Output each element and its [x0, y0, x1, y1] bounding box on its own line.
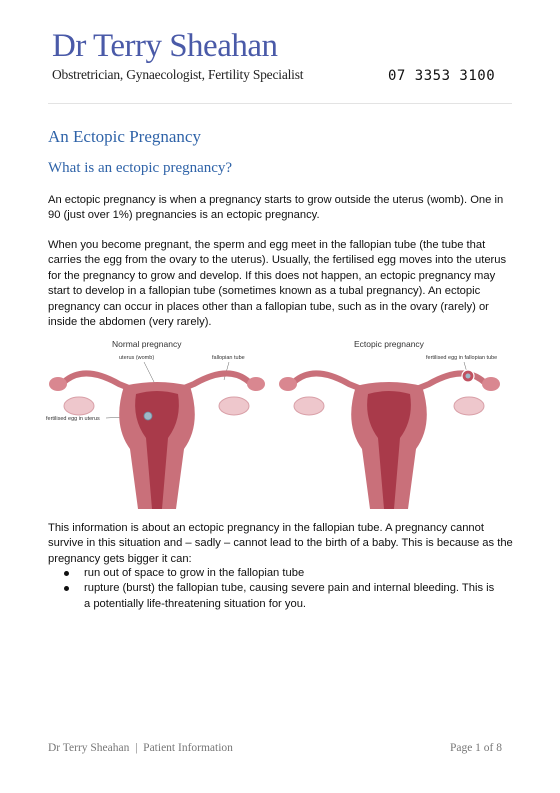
list-item-text: rupture (burst) the fallopian tube, causing severe pain and internal bleeding. This is a potentially life-threatening situation for you. — [84, 582, 495, 610]
label-fertilised-egg-tube: fertilised egg in fallopian tube — [426, 355, 498, 361]
fimbriae-left — [279, 377, 297, 391]
ovary-left — [294, 397, 324, 415]
ovary-left — [64, 397, 94, 415]
doctor-specialty: Obstretrician, Gynaecologist, Fertility Specialist — [52, 67, 304, 82]
label-fertilised-egg-uterus: fertilised egg in uterus — [46, 416, 100, 422]
uterus-diagram — [44, 334, 519, 509]
ovary-right — [219, 397, 249, 415]
page-number: Page 1 of 8 — [449, 742, 502, 754]
ectopic-pregnancy-title: Ectopic pregnancy — [354, 339, 424, 349]
label-fallopian-tube: fallopian tube — [212, 355, 245, 361]
label-uterus: uterus (womb) — [119, 355, 155, 361]
paragraph-explanation: When you become pregnant, the sperm and egg meet in the fallopian tube (the tube that carries the egg from the ovary to the uterus). Usually, the fertilised egg moves into the uterus for the pregnancy to grow and develop. If this does not happen, an ectopic pregnancy may start to develop in a fallopian tube (sometimes known as a tubal pregnancy). An ectopic pregnancy can occur in places other than a fallopian tube, such as in the ovary (rarely) or inside the abdomen (very rarely). — [48, 239, 507, 329]
bullet-icon — [64, 586, 69, 591]
normal-pregnancy-title: Normal pregnancy — [112, 339, 182, 349]
fimbriae-right — [247, 377, 265, 391]
list-item — [62, 581, 502, 612]
embryo-mark — [466, 374, 471, 379]
fimbriae-left — [49, 377, 67, 391]
normal-pregnancy-illustration — [46, 339, 265, 509]
paragraph-definition: An ectopic pregnancy is when a pregnancy starts to grow outside the uterus (womb). One in 90 (just over 1%) pregnancies is an ectopic pregnancy. — [48, 194, 504, 222]
fimbriae-right — [482, 377, 500, 391]
section-heading: What is an ectopic pregnancy? — [48, 160, 233, 176]
letterhead — [52, 30, 303, 83]
ectopic-pregnancy-illustration — [279, 339, 500, 509]
consequences-list — [62, 566, 502, 612]
bullet-icon — [64, 571, 69, 576]
header-divider — [48, 103, 512, 104]
page-title: An Ectopic Pregnancy — [48, 127, 201, 146]
fertilised-egg-uterus — [144, 412, 152, 420]
doctor-name: Dr Terry Sheahan — [52, 28, 278, 64]
phone-number: 07 3353 3100 — [388, 68, 496, 84]
list-item — [62, 566, 502, 581]
paragraph-consequences: This information is about an ectopic pregnancy in the fallopian tube. A pregnancy cannot survive in this situation and – sadly – cannot lead to the birth of a baby. This is because as the pregnancy gets bigger it can: — [48, 522, 513, 565]
footer-left: Dr Terry Sheahan | Patient Information — [48, 742, 233, 754]
list-item-text: run out of space to grow in the fallopian tube — [84, 567, 305, 579]
ovary-right — [454, 397, 484, 415]
